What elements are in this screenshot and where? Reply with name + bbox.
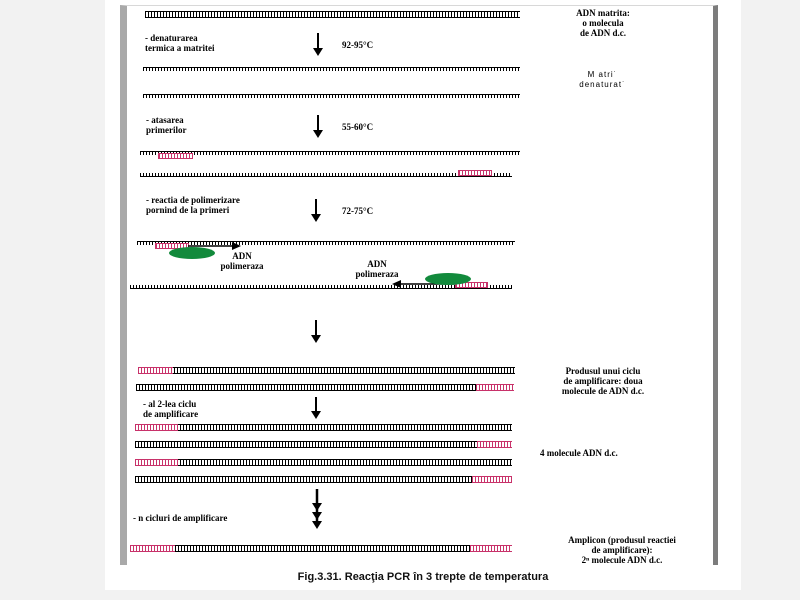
label-line: - atasarea bbox=[146, 115, 184, 125]
figure-caption: Fig.3.31. Reacţia PCR în 3 trepte de temperatura bbox=[297, 571, 549, 583]
down-arrow-denaturation bbox=[313, 33, 323, 56]
label-line: o molecula bbox=[582, 18, 624, 28]
label-line: de amplificare: doua bbox=[563, 376, 643, 386]
label-line: termica a matritei bbox=[145, 43, 215, 53]
down-arrow-extension bbox=[311, 199, 321, 222]
label-line: de amplificare bbox=[143, 409, 199, 419]
label-line: M atri˙ bbox=[587, 70, 618, 79]
label-line: pornind de la primeri bbox=[146, 205, 230, 215]
label-line: de amplificare): bbox=[591, 545, 653, 555]
down-arrow-cycle1 bbox=[311, 320, 321, 343]
n-cycles-label: - n cicluri de amplificare bbox=[133, 513, 228, 523]
label-line: Produsul unui ciclu bbox=[565, 366, 641, 376]
label-line: ADN matrita: bbox=[576, 8, 630, 18]
cycle2-product-label: 4 molecule ADN d.c. bbox=[540, 448, 618, 458]
label-line: - reactia de polimerizare bbox=[146, 195, 240, 205]
label-line: primerilor bbox=[146, 125, 187, 135]
denaturation-temperature: 92-95°C bbox=[342, 40, 374, 50]
label-line: de ADN d.c. bbox=[579, 28, 626, 38]
label-line: ADN bbox=[367, 259, 387, 269]
label-line: 2ⁿ molecule ADN d.c. bbox=[581, 555, 663, 565]
polymerase-shape-bottom bbox=[425, 273, 471, 285]
label-line: - denaturarea bbox=[145, 33, 198, 43]
label-line: Amplicon (produsul reactiei bbox=[568, 535, 676, 545]
label-line: denaturat˙ bbox=[579, 80, 626, 89]
label-line: polimeraza bbox=[355, 269, 399, 279]
extension-temperature: 72-75°C bbox=[342, 206, 374, 216]
down-arrow-annealing bbox=[313, 115, 323, 138]
triple-arrow-n-cycles bbox=[312, 489, 322, 529]
down-arrow-cycle2 bbox=[311, 397, 321, 419]
label-line: polimeraza bbox=[220, 261, 264, 271]
polymerase-shape-top bbox=[169, 247, 215, 259]
label-line: molecule de ADN d.c. bbox=[561, 386, 645, 396]
label-line: ADN bbox=[232, 251, 252, 261]
annealing-temperature: 55-60°C bbox=[342, 122, 374, 132]
label-line: - al 2-lea ciclu bbox=[143, 399, 197, 409]
